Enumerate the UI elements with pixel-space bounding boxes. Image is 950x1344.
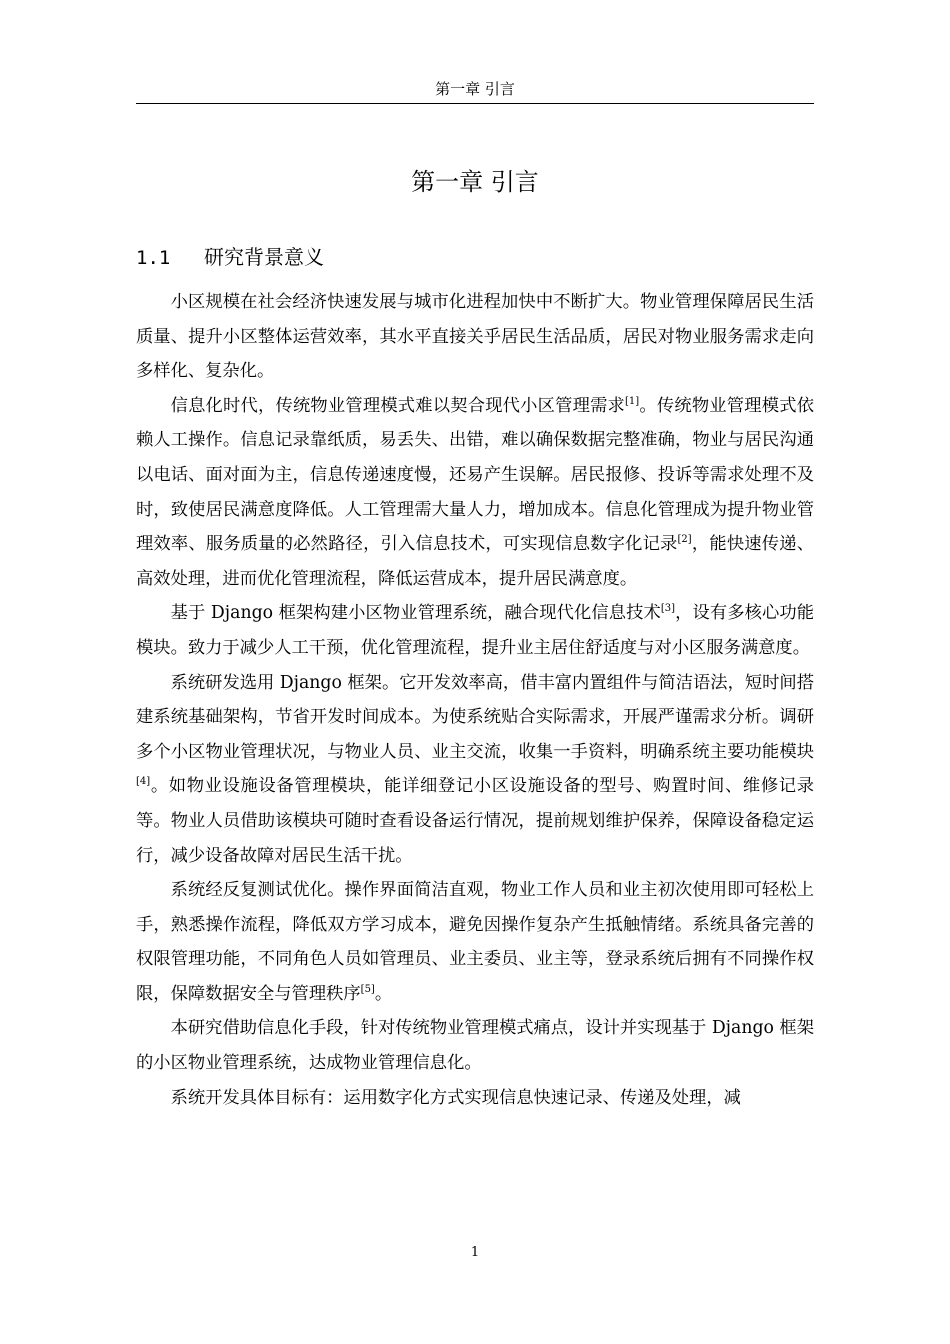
citation-marker: [1] — [625, 395, 640, 407]
paragraph-text: 信息化时代，传统物业管理模式难以契合现代小区管理需求 — [170, 395, 626, 416]
paragraph-text: ，能快速传递、高效处理，进而优化管理流程，降低运营成本，提升居民满意度。 — [136, 534, 814, 589]
paragraph-text: 小区规模在社会经济快速发展与城市化进程加快中不断扩大。物业管理保障居民生活质量、提升小区整体运营效率，其水平直接关乎居民生活品质，居民对物业服务需求走向多样化、复杂化。 — [136, 292, 814, 382]
paragraph-text: ，设有多核心功能模块。致力于减少人工干预，优化管理流程，提升业主居住舒适度与对小区服务满意度。 — [136, 603, 814, 658]
running-header: 第一章 引言 — [435, 80, 515, 98]
paragraph-text: 。传统物业管理模式依赖人工操作。信息记录靠纸质，易丢失、出错，难以确保数据完整准确，物业与居民沟通以电话、面对面为主，信息传递速度慢，还易产生误解。居民报修、投诉等需求处理不及时，致使居民满意度降低。人工管理需大量人力，增加成本。信息化管理成为提升物业管理效率、服务质量的必然路径，引入信息技术，可实现信息数字化记录 — [136, 395, 814, 555]
citation-marker: [3] — [660, 603, 675, 615]
body-paragraph — [136, 666, 814, 874]
body-paragraph — [136, 1081, 814, 1116]
paragraph-text: 。 — [374, 983, 393, 1004]
citation-marker: [4] — [136, 776, 151, 788]
section-title: 研究背景意义 — [204, 245, 324, 269]
header-rule — [136, 103, 814, 104]
body-paragraph — [136, 285, 814, 389]
body-paragraph — [136, 596, 814, 665]
body-paragraph — [136, 389, 814, 597]
paragraph-text: 系统研发选用 Django 框架。它开发效率高，借丰富内置组件与简洁语法，短时间搭建系统基础架构，节省开发时间成本。为使系统贴合实际需求，开展严谨需求分析。调研多个小区物业管理状况，与物业人员、业主交流，收集一手资料，明确系统主要功能模块 — [136, 672, 814, 762]
citation-marker: [2] — [677, 534, 692, 546]
paragraph-text: 本研究借助信息化手段，针对传统物业管理模式痛点，设计并实现基于 Django 框架的小区物业管理系统，达成物业管理信息化。 — [136, 1018, 814, 1074]
citation-marker: [5] — [360, 983, 375, 995]
chapter-title: 第一章 引言 — [411, 168, 539, 196]
page-number: 1 — [470, 1245, 480, 1260]
paragraph-text: 。如物业设施设备管理模块，能详细登记小区设施设备的型号、购置时间、维修记录等。物业人员借助该模块可随时查看设备运行情况，提前规划维护保养，保障设备稳定运行，减少设备故障对居民生活干扰。 — [136, 776, 814, 866]
body-paragraph — [136, 1011, 814, 1080]
section-number: 1.1 — [136, 247, 171, 269]
paragraph-text: 基于 Django 框架构建小区物业管理系统，融合现代化信息技术 — [170, 603, 661, 624]
paragraph-text: 系统经反复测试优化。操作界面简洁直观，物业工作人员和业主初次使用即可轻松上手，熟悉操作流程，降低双方学习成本，避免因操作复杂产生抵触情绪。系统具备完善的权限管理功能，不同角色人员如管理员、业主委员、业主等，登录系统后拥有不同操作权限，保障数据安全与管理秩序 — [136, 880, 814, 1004]
paragraph-text: 系统开发具体目标有：运用数字化方式实现信息快速记录、传递及处理，减 — [170, 1087, 741, 1108]
body-paragraph — [136, 873, 814, 1011]
body-text — [136, 285, 814, 1115]
section-heading — [136, 242, 324, 273]
